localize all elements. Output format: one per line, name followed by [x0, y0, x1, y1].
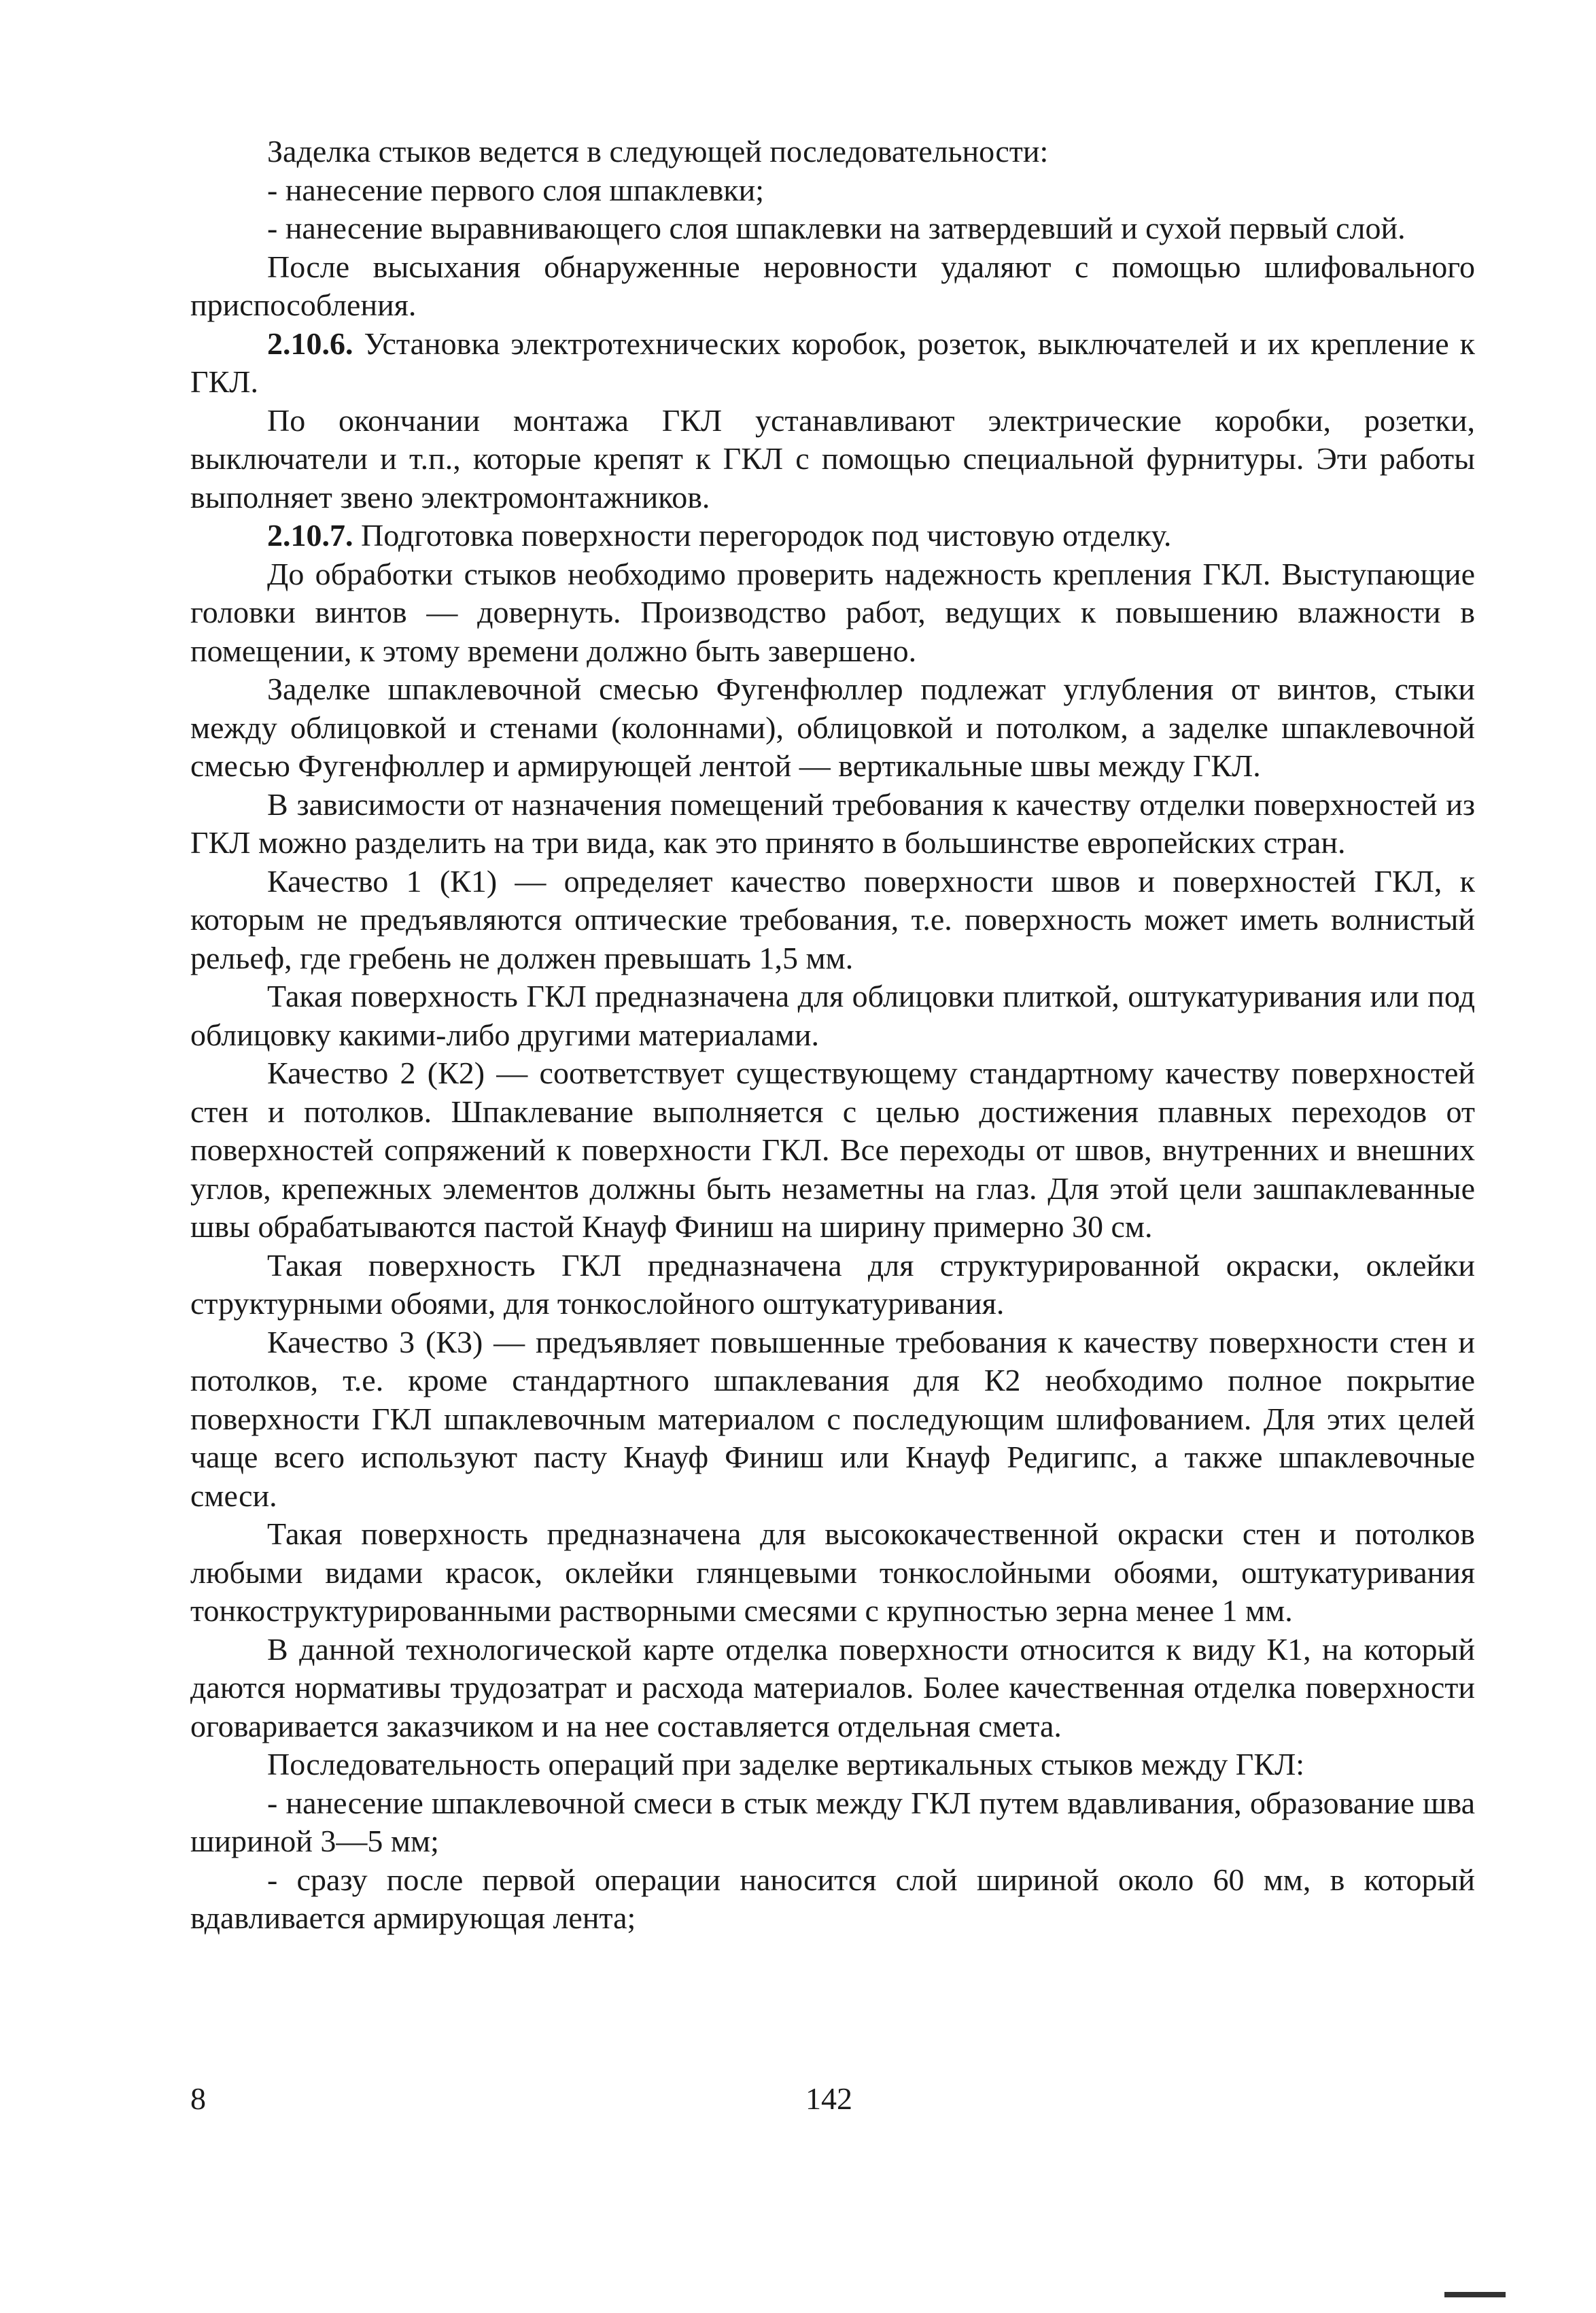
page-number: 142: [805, 2081, 852, 2116]
paragraph: [190, 1745, 1475, 1784]
paragraph: [190, 1054, 1475, 1247]
paragraph: [190, 863, 1475, 978]
paragraph-text: После высыхания обнаруженные неровности удаляют с помощью шлифовального приспособления.: [190, 249, 1475, 322]
paragraph: [190, 1784, 1475, 1861]
paragraph: [190, 209, 1475, 248]
paragraph: [190, 786, 1475, 863]
paragraph: [190, 248, 1475, 325]
paragraph-text: Качество 3 (К3) — предъявляет повышенные требования к качеству поверхности стен и потолков, т.е. кроме стандартного шпаклевания для К2 необходимо полное покрытие поверхности ГКЛ шпаклевочным материалом с последующим шлифованием. Для этих целей чаще всего используют пасту Кнауф Финиш или Кнауф Редигипс, а также шпаклевочные смеси.: [190, 1324, 1475, 1513]
paragraph-text: Подготовка поверхности перегородок под чистовую отделку.: [353, 518, 1172, 553]
paragraph-text: Такая поверхность ГКЛ предназначена для облицовки плиткой, оштукатуривания или под облицовку какими-либо другими материалами.: [190, 979, 1475, 1052]
section-number: 2.10.6.: [267, 326, 353, 361]
paragraph: [190, 1323, 1475, 1516]
paragraph-text: - сразу после первой операции наносится слой шириной около 60 мм, в который вдавливается армирующая лента;: [190, 1862, 1475, 1935]
paragraph-text: Заделка стыков ведется в следующей последовательности:: [267, 134, 1049, 169]
paragraph-text: Качество 2 (К2) — соответствует существующему стандартному качеству поверхностей стен и потолков. Шпаклевание выполняется с целью достижения плавных переходов от поверхностей сопряжений к поверхности ГКЛ. Все переходы от швов, внутренних и внешних углов, крепежных элементов должны быть незаметны на глаз. Для этой цели зашпаклеванные швы обрабатываются пастой Кнауф Финиш на ширину примерно 30 см.: [190, 1056, 1475, 1244]
paragraph-text: - нанесение шпаклевочной смеси в стык между ГКЛ путем вдавливания, образование шва шириной 3—5 мм;: [190, 1785, 1475, 1858]
paragraph-text: Установка электротехнических коробок, розеток, выключателей и их крепление к ГКЛ.: [190, 326, 1475, 399]
paragraph: [190, 402, 1475, 517]
scan-corner-mark: [1444, 2292, 1506, 2297]
paragraph-text: Такая поверхность предназначена для высококачественной окраски стен и потолков любыми видами красок, оклейки глянцевыми тонкослойными обоями, оштукатуривания тонкоструктурированными растворными смесями с крупностью зерна менее 1 мм.: [190, 1516, 1475, 1628]
footer-left-number: 8: [190, 2081, 206, 2116]
paragraph: [190, 517, 1475, 555]
paragraph: [190, 1631, 1475, 1746]
paragraph: [190, 1861, 1475, 1938]
paragraph: [190, 171, 1475, 210]
paragraph: [190, 133, 1475, 171]
paragraph-text: Последовательность операций при заделке вертикальных стыков между ГКЛ:: [267, 1747, 1305, 1781]
paragraph: [190, 977, 1475, 1054]
paragraph-text: Заделке шпаклевочной смесью Фугенфюллер подлежат углубления от винтов, стыки между облицовкой и стенами (колоннами), облицовкой и потолком, а заделке шпаклевочной смесью Фугенфюллер и армирующей лентой — вертикальные швы между ГКЛ.: [190, 672, 1475, 783]
paragraph-text: Такая поверхность ГКЛ предназначена для структурированной окраски, оклейки структурными обоями, для тонкослойного оштукатуривания.: [190, 1247, 1475, 1321]
paragraph-text: По окончании монтажа ГКЛ устанавливают электрические коробки, розетки, выключатели и т.п., которые крепят к ГКЛ с помощью специальной фурнитуры. Эти работы выполняет звено электромонтажников.: [190, 402, 1475, 515]
document-body: [190, 133, 1475, 1938]
paragraph-text: В данной технологической карте отделка поверхности относится к виду К1, на который даются нормативы трудозатрат и расхода материалов. Более качественная отделка поверхности оговаривается заказчиком и на нее составляется отдельная смета.: [190, 1631, 1475, 1743]
paragraph-text: Качество 1 (К1) — определяет качество поверхности швов и поверхностей ГКЛ, к которым не предъявляются оптические требования, т.е. поверхность может иметь волнистый рельеф, где гребень не должен превышать 1,5 мм.: [190, 863, 1475, 975]
paragraph-text: - нанесение первого слоя шпаклевки;: [267, 172, 765, 207]
paragraph: [190, 1515, 1475, 1631]
paragraph: [190, 670, 1475, 786]
paragraph-text: До обработки стыков необходимо проверить надежность крепления ГКЛ. Выступающие головки винтов — довернуть. Производство работ, ведущих к повышению влажности в помещении, к этому времени должно быть завершено.: [190, 556, 1475, 668]
paragraph: [190, 325, 1475, 402]
paragraph-text: - нанесение выравнивающего слоя шпаклевки на затвердевший и сухой первый слой.: [267, 211, 1406, 245]
paragraph: [190, 1247, 1475, 1323]
paragraph: [190, 555, 1475, 671]
paragraph-text: В зависимости от назначения помещений требования к качеству отделки поверхностей из ГКЛ можно разделить на три вида, как это принято в большинстве европейских стран.: [190, 786, 1475, 860]
section-number: 2.10.7.: [267, 518, 353, 553]
